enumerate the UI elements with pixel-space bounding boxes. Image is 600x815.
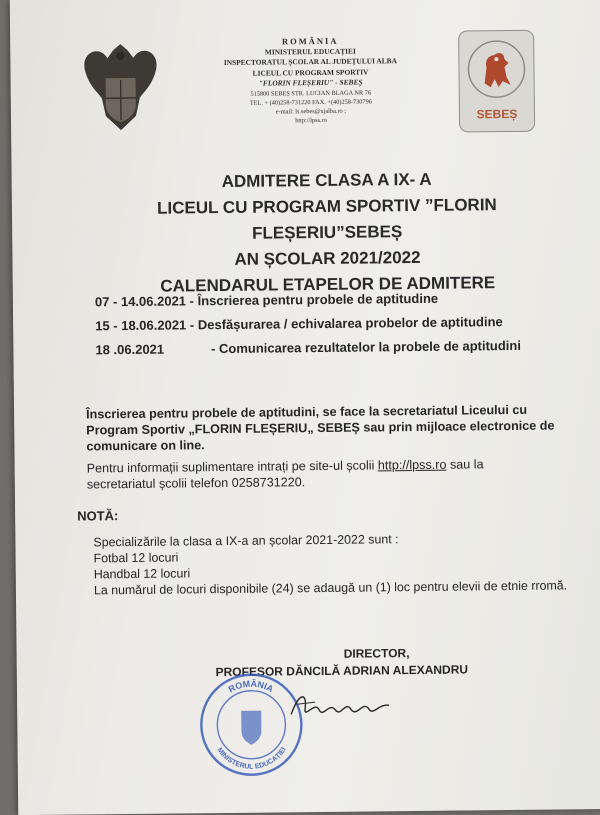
schedule-text: Desfășurarea / echivalarea probelor de aptitudine [197, 314, 503, 333]
school-name-line1: LICEUL CU PROGRAM SPORTIV [252, 66, 369, 78]
title-line2: LICEUL CU PROGRAM SPORTIV ”FLORIN FLEȘERIU”SEBEȘ [156, 195, 497, 243]
enrollment-paragraph [86, 402, 556, 455]
note-line: Handbal 12 locuri [93, 566, 191, 582]
schedule-date: 07 - 14.06.2021 - [94, 293, 195, 310]
letterhead [160, 35, 461, 127]
title-line1: ADMITERE CLASA A IX- A [221, 169, 432, 192]
schedule-text: - Comunicarea rezultatelor la probele de aptitudini [210, 337, 521, 357]
stamp-text-bottom: MINISTERUL EDUCAȚIEI [215, 746, 288, 771]
stamp-text-top: ROMÂNIA [226, 678, 276, 695]
director-role: DIRECTOR, [343, 646, 410, 661]
schedule-date: 15 - 18.06.2021 - [95, 317, 195, 334]
schedule-date: 18 .06.2021 [95, 341, 165, 358]
school-phone: TEL. + (40)258-731220 FAX. +(40)258-730796 [249, 97, 372, 107]
title-line4: CALENDARUL ETAPELOR DE ADMITERE [160, 273, 496, 296]
school-name-line2: "FLORIN FLEȘERIU" - SEBEȘ [258, 77, 363, 88]
enrollment-line1: Înscrierea pentru probele de aptitudini, se face la secretariatul Liceului cu [86, 402, 528, 422]
note-heading: NOTĂ: [77, 508, 119, 524]
title-line3: AN ȘCOLAR 2021/2022 [234, 247, 421, 269]
lion-crest-icon [464, 37, 529, 102]
logo-caption: SEBEȘ [476, 106, 518, 122]
school-email: e-mail: ls.sebes@xjalba.ro ; [275, 107, 347, 115]
note-line: Specializările la clasa a IX-a an școlar 2021-2022 sunt : [93, 532, 399, 550]
info-line2: secretariatul școlii telefon 0258731220. [86, 475, 306, 492]
school-address: 515800 SEBEȘ STR. LUCIAN BLAGA NR 76 [250, 88, 372, 98]
enrollment-line3: comunicare on line. [86, 438, 205, 454]
page-title [112, 166, 543, 300]
schedule-text: Înscrierea pentru probele de aptitudine [197, 290, 439, 309]
note-block [93, 529, 584, 598]
info-text-after: sau la [446, 457, 484, 472]
document-page [10, 0, 600, 815]
info-text: Pentru informații suplimentare intrați pe site-ul școlii [86, 458, 378, 476]
svg-text:ROMÂNIA [227, 677, 276, 694]
school-website: http://lpss.ro [295, 116, 327, 124]
inspectorate-name: INSPECTORATUL ȘCOLAR AL JUDEȚULUI ALBA [223, 56, 397, 67]
romania-coat-of-arms-icon [77, 42, 164, 135]
stamp-crest-icon [241, 711, 261, 745]
note-line: Fotbal 12 locuri [93, 550, 179, 566]
admission-schedule [95, 285, 576, 362]
website-link[interactable]: http://lpss.ro [377, 457, 447, 473]
director-name: PROFESOR DĂNCILĂ ADRIAN ALEXANDRU [215, 662, 469, 680]
country-name: ROMÂNIA [281, 35, 339, 47]
school-logo [458, 30, 535, 133]
enrollment-line2: Program Sportiv „FLORIN FLEȘERIU„ SEBEȘ sau prin mijloace electronice de [86, 418, 555, 438]
handwritten-signature [285, 685, 395, 726]
schedule-row [95, 333, 575, 362]
ministry-name: MINISTERUL EDUCAȚIEI [264, 46, 356, 57]
info-paragraph [87, 455, 567, 492]
note-line: La numărul de locuri disponibile (24) se adaugă un (1) loc pentru elevii de etnie rromă. [93, 578, 568, 598]
